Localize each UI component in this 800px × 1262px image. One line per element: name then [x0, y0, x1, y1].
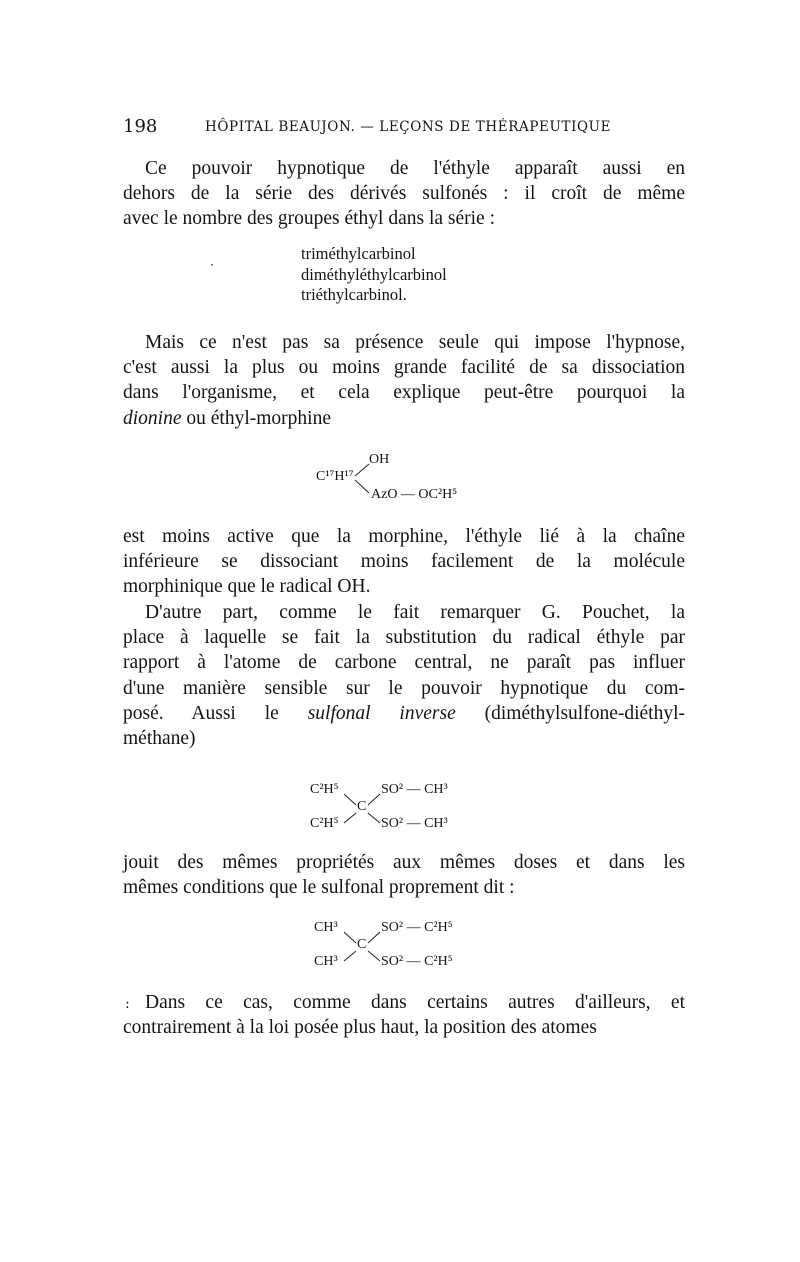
paragraph-6: [123, 990, 685, 1040]
formula-right-bottom: SO² — CH³: [381, 816, 448, 831]
formula-left-bottom: CH³: [314, 954, 338, 969]
text-line: dehors de la série des dérivés sulfonés : il croît de même: [123, 183, 685, 205]
bond-line: [368, 932, 380, 943]
running-title: HÔPITAL BEAUJON. — LEÇONS DE THÉRAPEUTIQUE: [205, 119, 612, 135]
text-line: D'autre part, comme le fait remarquer G. Pouchet, la: [145, 602, 685, 623]
text-line: [123, 406, 685, 431]
list-item: triéthylcarbinol.: [301, 285, 407, 304]
running-head: [123, 116, 683, 138]
dionine-formula: [316, 452, 536, 508]
text-line: inférieure se dissociant moins facilement de la molécule: [123, 551, 685, 573]
formula-azo: AzO — OC²H⁵: [371, 487, 458, 502]
formula-left-bottom: C²H⁵: [310, 816, 339, 831]
bond-line: [368, 951, 380, 961]
paragraph-4: [123, 600, 685, 751]
sulfonal-inverse-formula: [310, 782, 530, 838]
text-fragment: posé. Aussi le: [123, 702, 308, 724]
bond-line: [355, 464, 369, 476]
text-line: dans l'organisme, et cela explique peut-être pourquoi la: [123, 382, 685, 404]
formula-core: C¹⁷H¹⁷: [316, 469, 354, 484]
text-line: mêmes conditions que le sulfonal proprement dit :: [123, 877, 515, 899]
formula-center: C: [357, 937, 367, 952]
margin-mark: :: [125, 996, 130, 1012]
text-line: [123, 701, 685, 726]
bullet-dot: ·: [210, 258, 214, 272]
text-line: morphinique que le radical OH.: [123, 576, 371, 598]
text-line: méthane): [123, 728, 196, 750]
formula-right-top: SO² — CH³: [381, 782, 448, 797]
paragraph-5: [123, 850, 685, 900]
text-line: avec le nombre des groupes éthyl dans la série :: [123, 208, 495, 230]
bond-line: [344, 951, 356, 961]
carbinol-list: [301, 244, 447, 306]
formula-center: C: [357, 799, 367, 814]
text-line: place à laquelle se fait la substitution du radical éthyle par: [123, 627, 685, 649]
text-line: Mais ce n'est pas sa présence seule qui impose l'hypnose,: [145, 332, 685, 353]
bond-line: [368, 794, 380, 805]
sulfonal-formula: [314, 920, 534, 976]
text-line: rapport à l'atome de carbone central, ne paraît pas influer: [123, 652, 685, 674]
text-line: contrairement à la loi posée plus haut, la position des atomes: [123, 1017, 597, 1039]
formula-right-top: SO² — C²H⁵: [381, 920, 453, 935]
formula-oh: OH: [369, 452, 390, 467]
bond-line: [344, 813, 356, 823]
text-line: jouit des mêmes propriétés aux mêmes doses et dans les: [123, 852, 685, 873]
text-line: est moins active que la morphine, l'éthyle lié à la chaîne: [123, 526, 685, 547]
dionine-term: dionine: [123, 407, 182, 429]
bond-line: [368, 813, 380, 823]
paragraph-1: [123, 156, 685, 232]
page-number: 198: [123, 116, 158, 137]
bond-line: [344, 794, 356, 805]
text-line: Ce pouvoir hypnotique de l'éthyle apparaît aussi en: [145, 158, 685, 179]
sulfonal-inverse-term: sulfonal inverse: [307, 702, 456, 724]
text-line: d'une manière sensible sur le pouvoir hypnotique du com-: [123, 677, 685, 699]
formula-left-top: CH³: [314, 920, 338, 935]
list-item: triméthylcarbinol: [301, 244, 416, 263]
bond-line: [355, 480, 369, 493]
paragraph-3: [123, 524, 685, 600]
text-line: c'est aussi la plus ou moins grande facilité de sa dissociation: [123, 357, 685, 379]
formula-right-bottom: SO² — C²H⁵: [381, 954, 453, 969]
text-fragment: (diméthylsulfone-diéthyl-: [455, 702, 686, 724]
text-line: Dans ce cas, comme dans certains autres d'ailleurs, et: [145, 992, 685, 1013]
paragraph-2: [123, 330, 685, 431]
formula-left-top: C²H⁵: [310, 782, 339, 797]
text-fragment: ou éthyl-morphine: [181, 407, 331, 429]
list-item: diméthyléthylcarbinol: [301, 264, 447, 284]
bond-line: [344, 932, 356, 943]
